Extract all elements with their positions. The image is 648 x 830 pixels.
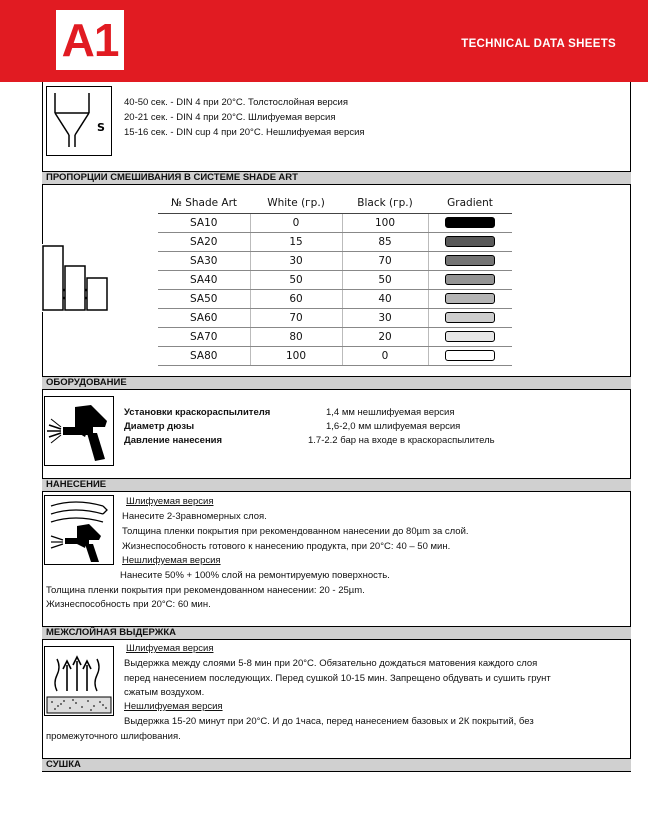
gradient-cell [428, 213, 512, 232]
application-nonsanding-line-2: Толщина пленки покрытия при рекомендованном нанесении: 20 - 25µm. [46, 585, 365, 596]
section-heading-equipment: ОБОРУДОВАНИЕ [42, 376, 631, 390]
table-row [158, 327, 512, 346]
gradient-cell [428, 251, 512, 270]
black-amount-cell: 50 [342, 270, 428, 289]
white-amount-cell: 80 [250, 327, 342, 346]
flash-nonsanding-title: Нешлифуемая версия [124, 701, 223, 712]
column-header-black: Black (гр.) [342, 194, 428, 213]
evaporation-icon [44, 646, 114, 716]
table-row [158, 346, 512, 365]
black-amount-cell: 0 [342, 346, 428, 365]
viscosity-line-1: 40-50 сек. - DIN 4 при 20°С. Толстослойная версия [124, 97, 348, 108]
shade-name-cell: SA20 [158, 232, 250, 251]
section-heading-drying: СУШКА [42, 758, 631, 772]
application-sanding-line-3: Жизнеспособность готового к нанесению продукта, при 20°С: 40 – 50 мин. [122, 541, 451, 552]
black-amount-cell: 100 [342, 213, 428, 232]
white-amount-cell: 0 [250, 213, 342, 232]
equipment-value-1: 1,4 мм нешлифуемая версия [326, 407, 455, 418]
header-banner [0, 0, 648, 82]
shade-name-cell: SA60 [158, 308, 250, 327]
column-header-white: White (гр.) [250, 194, 342, 213]
gradient-swatch [445, 312, 495, 323]
shade-name-cell: SA30 [158, 251, 250, 270]
application-nonsanding-title: Нешлифуемая версия [122, 555, 221, 566]
black-amount-cell: 20 [342, 327, 428, 346]
viscosity-line-2: 20-21 сек. - DIN 4 при 20°С. Шлифуемая версия [124, 112, 336, 123]
black-amount-cell: 85 [342, 232, 428, 251]
gradient-cell [428, 289, 512, 308]
table-row [158, 308, 512, 327]
viscosity-line-3: 15-16 сек. - DIN cup 4 при 20°С. Нешлифуемая версия [124, 127, 365, 138]
table-row [158, 232, 512, 251]
column-header-gradient: Gradient [428, 194, 512, 213]
equipment-value-3: 1.7-2.2 бар на входе в краскораспылитель [308, 435, 495, 446]
gradient-swatch [445, 217, 495, 228]
black-amount-cell: 30 [342, 308, 428, 327]
table-header-row [158, 194, 512, 213]
svg-text:S: S [97, 121, 105, 134]
equipment-label-3: Давление нанесения [124, 435, 223, 446]
gradient-swatch [445, 274, 495, 285]
section-heading-mixing: ПРОПОРЦИИ СМЕШИВАНИЯ В СИСТЕМЕ SHADE ART [42, 171, 631, 185]
spray-gun-icon [44, 396, 114, 466]
table-row [158, 213, 512, 232]
mixing-ratio-icon [42, 244, 108, 312]
white-amount-cell: 15 [250, 232, 342, 251]
gradient-swatch [445, 236, 495, 247]
flash-sanding-line-2: перед нанесением последующих. Перед сушкой 10-15 мин. Запрещено обдувать и сушить грунт [124, 673, 551, 684]
table-row [158, 251, 512, 270]
shade-name-cell: SA10 [158, 213, 250, 232]
black-amount-cell: 70 [342, 251, 428, 270]
flash-sanding-line-3: сжатым воздухом. [124, 687, 205, 698]
flash-sanding-title: Шлифуемая версия [126, 643, 214, 654]
application-sanding-title: Шлифуемая версия [126, 496, 214, 507]
gradient-swatch [445, 293, 495, 304]
equipment-label-2: Диаметр дюзы [124, 421, 195, 432]
black-amount-cell: 40 [342, 289, 428, 308]
gradient-swatch [445, 255, 495, 266]
white-amount-cell: 70 [250, 308, 342, 327]
shade-name-cell: SA40 [158, 270, 250, 289]
gradient-cell [428, 270, 512, 289]
application-nonsanding-line-3: Жизнеспособность при 20°С: 60 мин. [46, 599, 211, 610]
shade-name-cell: SA70 [158, 327, 250, 346]
gradient-cell [428, 346, 512, 365]
table-row [158, 270, 512, 289]
flash-nonsanding-line-2: промежуточного шлифования. [46, 731, 181, 742]
table-row [158, 289, 512, 308]
shade-name-cell: SA80 [158, 346, 250, 365]
white-amount-cell: 30 [250, 251, 342, 270]
flash-sanding-line-1: Выдержка между слоями 5-8 мин при 20°С. Обязательно дождаться матовения каждого слоя [124, 658, 538, 669]
application-sanding-line-2: Толщина пленки покрытия при рекомендованном нанесении до 80µm за слой. [122, 526, 469, 537]
shade-name-cell: SA50 [158, 289, 250, 308]
shade-art-table [158, 194, 512, 366]
white-amount-cell: 60 [250, 289, 342, 308]
gradient-swatch [445, 331, 495, 342]
section-heading-application: НАНЕСЕНИЕ [42, 478, 631, 492]
application-sanding-line-1: Нанесите 2-3равномерных слоя. [122, 511, 267, 522]
gradient-cell [428, 232, 512, 251]
document-type-title: TECHNICAL DATA SHEETS [461, 38, 616, 50]
viscosity-cup-icon [46, 86, 112, 156]
equipment-value-2: 1,6-2,0 мм шлифуемая версия [326, 421, 461, 432]
column-header-shade: № Shade Art [158, 194, 250, 213]
white-amount-cell: 50 [250, 270, 342, 289]
white-amount-cell: 100 [250, 346, 342, 365]
gradient-cell [428, 327, 512, 346]
gradient-cell [428, 308, 512, 327]
application-nonsanding-line-1: Нанесите 50% + 100% слой на ремонтируемую поверхность. [120, 570, 390, 581]
brand-logo [56, 10, 124, 70]
flash-nonsanding-line-1: Выдержка 15-20 минут при 20°С. И до 1часа, перед нанесением базовых и 2К покрытий, без [124, 716, 534, 727]
spray-application-icon [44, 495, 114, 565]
equipment-label-1: Установки краскораспылителя [124, 407, 271, 418]
logo-text: A1 [61, 14, 119, 66]
section-heading-flash-off: МЕЖСЛОЙНАЯ ВЫДЕРЖКА [42, 626, 631, 640]
gradient-swatch [445, 350, 495, 361]
